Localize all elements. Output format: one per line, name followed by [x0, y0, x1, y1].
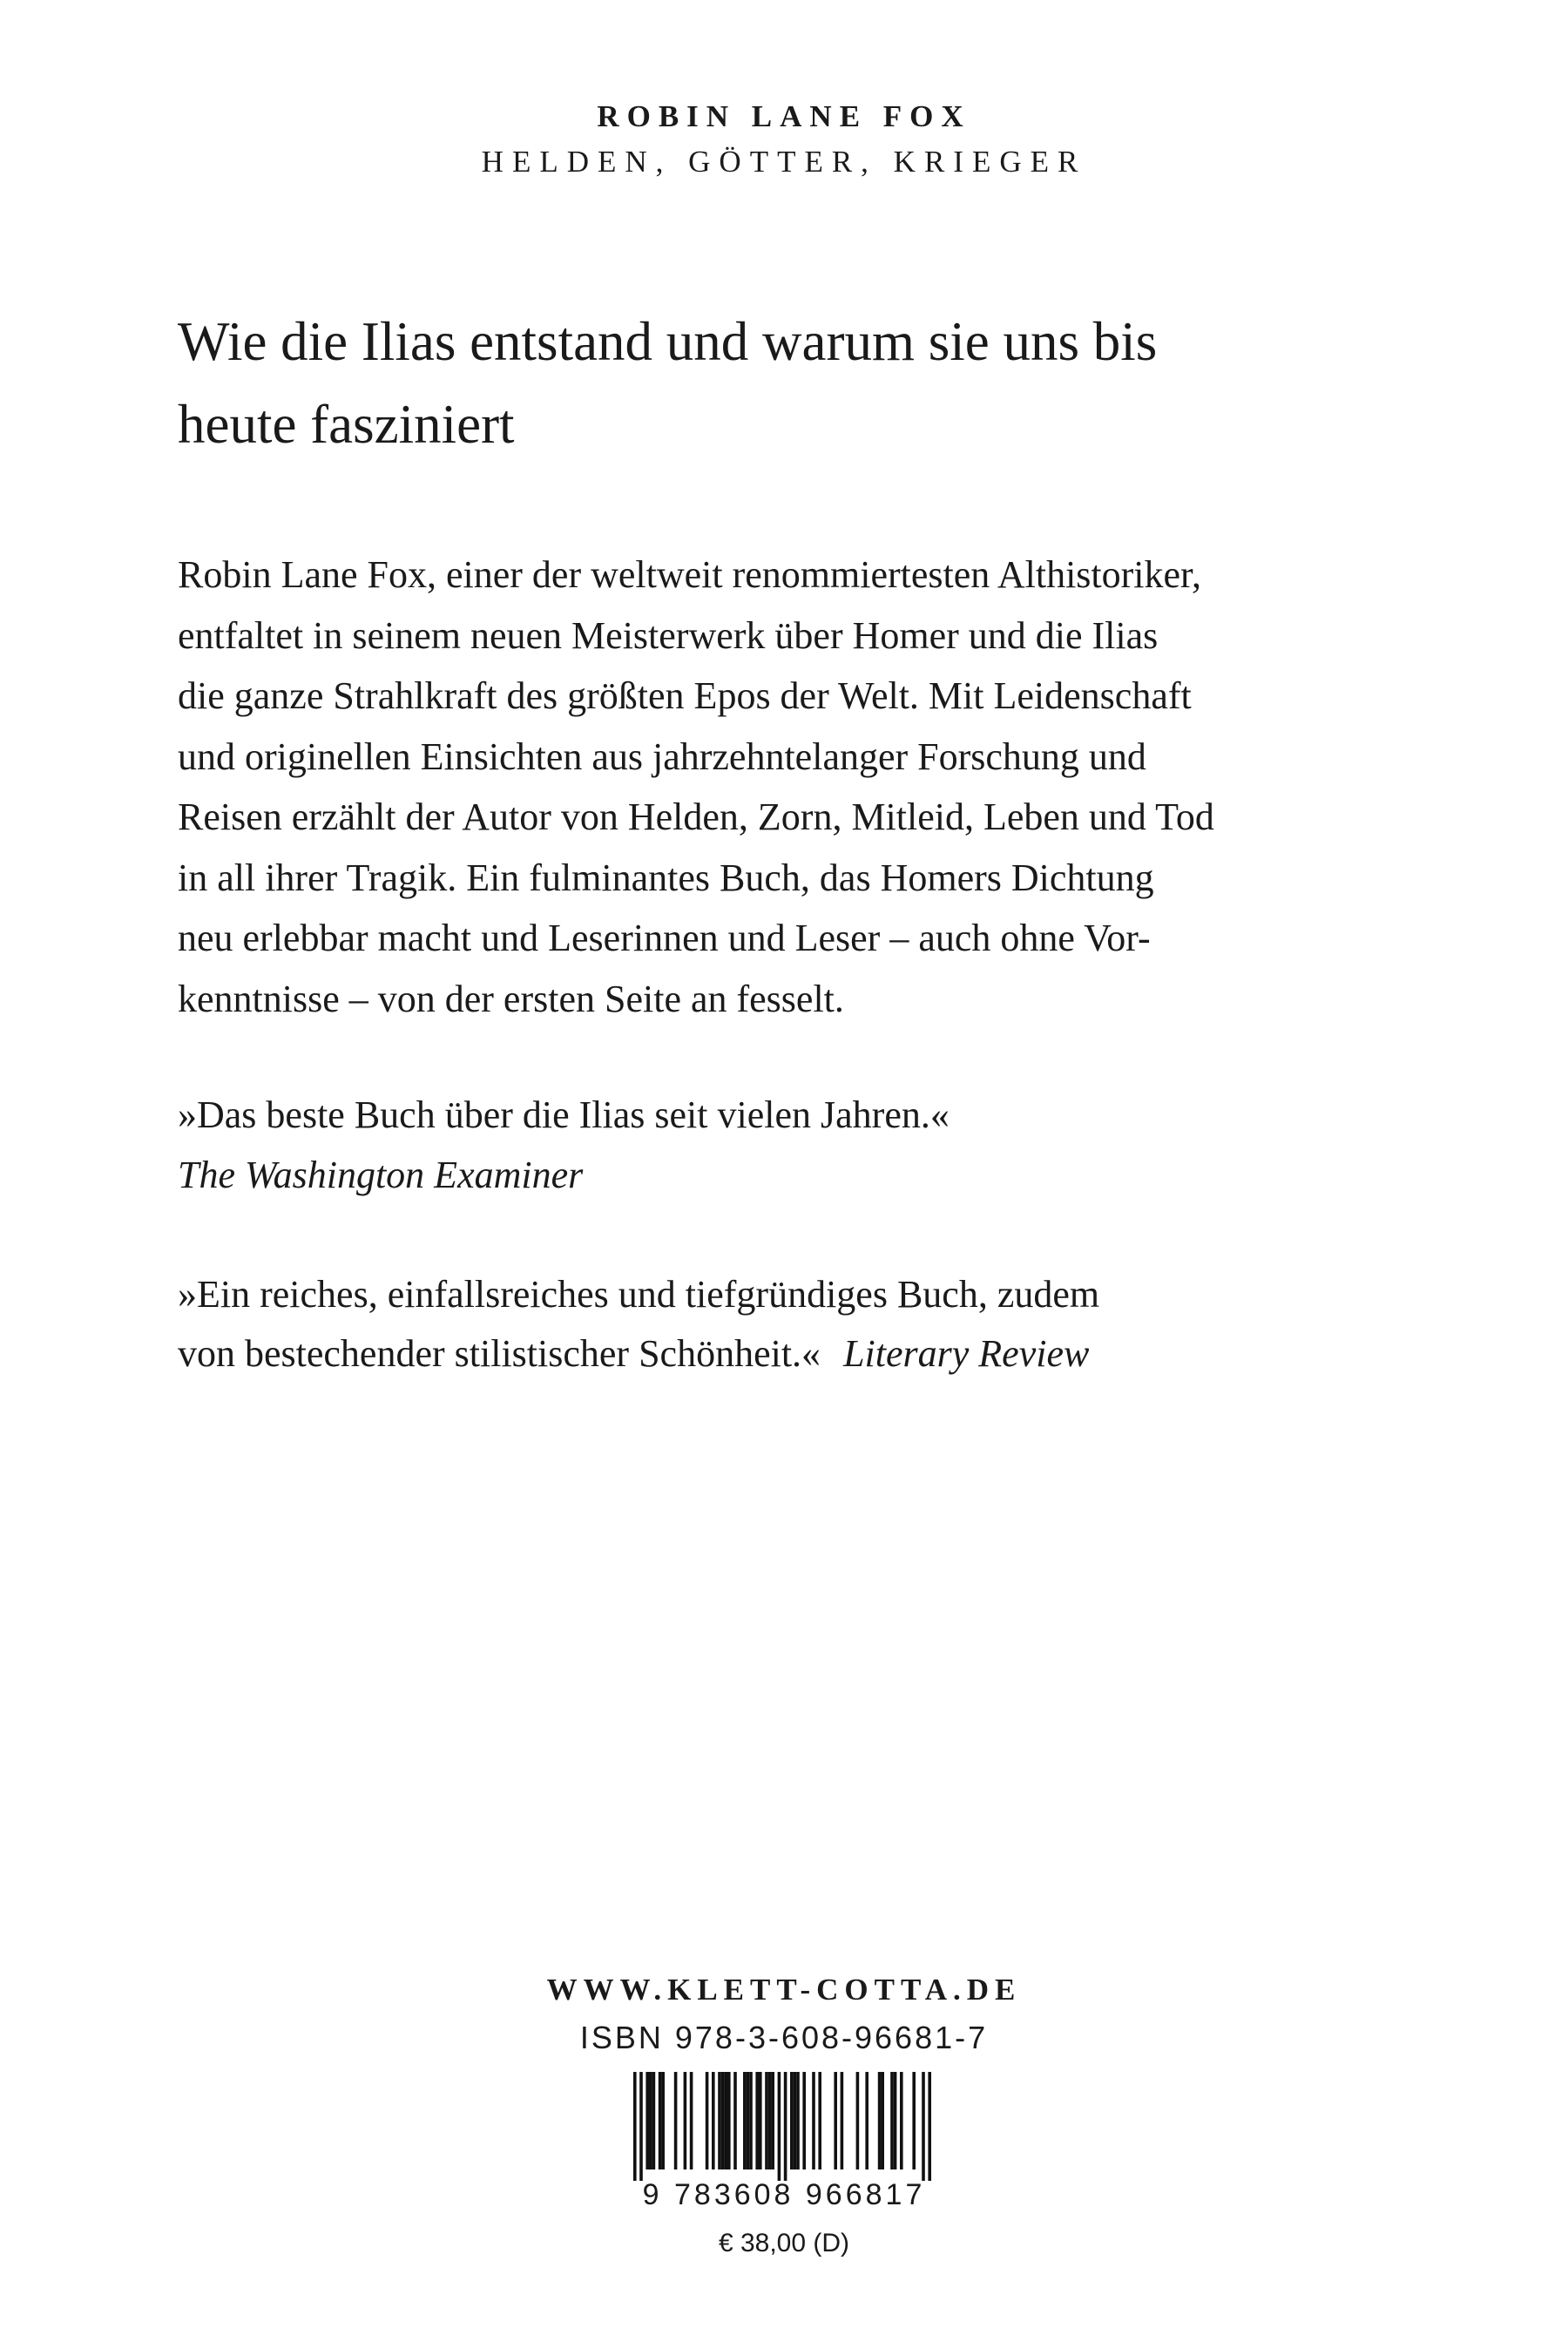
barcode-bar	[778, 2072, 781, 2181]
barcode-bar	[759, 2072, 762, 2169]
barcode-bar	[796, 2072, 800, 2169]
blurb-paragraph	[178, 545, 1415, 1029]
blurb-line: Reisen erzählt der Autor von Helden, Zorn, Mitleid, Leben und Tod	[178, 795, 1214, 838]
barcode-bar	[878, 2072, 882, 2169]
price-label: € 38,00 (D)	[718, 2229, 850, 2257]
barcode-bar	[684, 2072, 687, 2169]
barcode-bar	[856, 2072, 860, 2169]
barcode-bar	[802, 2072, 806, 2169]
barcode-bar	[794, 2072, 797, 2169]
barcode-bar	[768, 2072, 772, 2169]
quote-source: The Washington Examiner	[178, 1154, 584, 1196]
barcode-bar	[890, 2072, 894, 2169]
barcode-bar	[834, 2072, 837, 2169]
barcode-bar	[706, 2072, 709, 2169]
blurb-line: die ganze Strahlkraft des größten Epos der Welt. Mit Leidenschaft	[178, 674, 1192, 717]
barcode-bar	[727, 2072, 731, 2169]
barcode-bar	[724, 2072, 727, 2169]
blurb-line: kenntnisse – von der ersten Seite an fesselt.	[178, 977, 844, 1020]
barcode-bar	[645, 2072, 649, 2169]
barcode-bar	[928, 2072, 931, 2181]
blurb-line: und originellen Einsichten aus jahrzehntelanger Forschung und	[178, 734, 1146, 778]
barcode-bar	[865, 2072, 868, 2169]
barcode-bar	[894, 2072, 897, 2169]
publisher-url: WWW.KLETT-COTTA.DE	[546, 1973, 1022, 2007]
barcode-bar	[659, 2072, 662, 2169]
barcode-bar	[755, 2072, 759, 2169]
blurb-line: entfaltet in seinem neuen Meisterwerk über Homer und die Ilias	[178, 613, 1159, 657]
barcode-bar	[661, 2072, 665, 2169]
barcode-bar	[712, 2072, 715, 2169]
barcode-bar	[784, 2072, 787, 2181]
barcode-bar	[818, 2072, 821, 2169]
review-quote-literary	[178, 1265, 1415, 1384]
quote-text: »Das beste Buch über die Ilias seit vielen Jahren.«	[178, 1093, 950, 1136]
barcode-bar	[749, 2072, 753, 2169]
book-title: HELDEN, GÖTTER, KRIEGER	[481, 145, 1087, 179]
barcode-bar	[922, 2072, 925, 2181]
quote-text-line-2	[178, 1324, 1415, 1384]
barcode-bar	[733, 2072, 737, 2169]
author-name: ROBIN LANE FOX	[597, 99, 971, 133]
barcode-bar	[690, 2072, 693, 2169]
barcode-bar	[881, 2072, 884, 2169]
subtitle-line: Wie die Ilias entstand und warum sie uns bis	[178, 311, 1158, 372]
barcode-bar	[649, 2072, 652, 2169]
book-subtitle	[178, 301, 1397, 466]
barcode-bar	[633, 2072, 637, 2181]
barcode-bar	[790, 2072, 794, 2169]
barcode-bar	[743, 2072, 747, 2169]
barcode-bar	[747, 2072, 750, 2169]
barcode-bar	[765, 2072, 768, 2169]
review-quote-washington	[178, 1085, 1415, 1205]
quote-text: von bestechender stilistischer Schönheit.«	[178, 1332, 821, 1375]
cover-header	[0, 94, 1568, 185]
quote-text-line: »Ein reiches, einfallsreiches und tiefgründiges Buch, zudem	[178, 1273, 1100, 1316]
barcode-bar	[721, 2072, 725, 2169]
barcode-bar	[718, 2072, 721, 2169]
barcode-bar	[912, 2072, 916, 2169]
barcode-bars	[612, 2072, 952, 2181]
barcode-bar	[900, 2072, 903, 2169]
barcode-bar	[841, 2072, 844, 2169]
blurb-line: Robin Lane Fox, einer der weltweit renommiertesten Althistoriker,	[178, 553, 1201, 596]
quote-source: Literary Review	[843, 1332, 1090, 1375]
barcode-digits: 9 783608 966817	[642, 2178, 926, 2211]
blurb-line: in all ihrer Tragik. Ein fulminantes Buch, das Homers Dichtung	[178, 856, 1154, 899]
barcode-bar	[652, 2072, 656, 2169]
isbn-number: ISBN 978-3-608-96681-7	[579, 2020, 989, 2055]
blurb-line: neu erlebbar macht und Leserinnen und Leser – auch ohne Vor-	[178, 917, 1151, 959]
barcode-bar	[639, 2072, 643, 2181]
subtitle-line: heute fasziniert	[178, 394, 515, 455]
barcode-bar	[812, 2072, 815, 2169]
barcode-bar	[771, 2072, 774, 2169]
barcode-bar	[674, 2072, 678, 2169]
